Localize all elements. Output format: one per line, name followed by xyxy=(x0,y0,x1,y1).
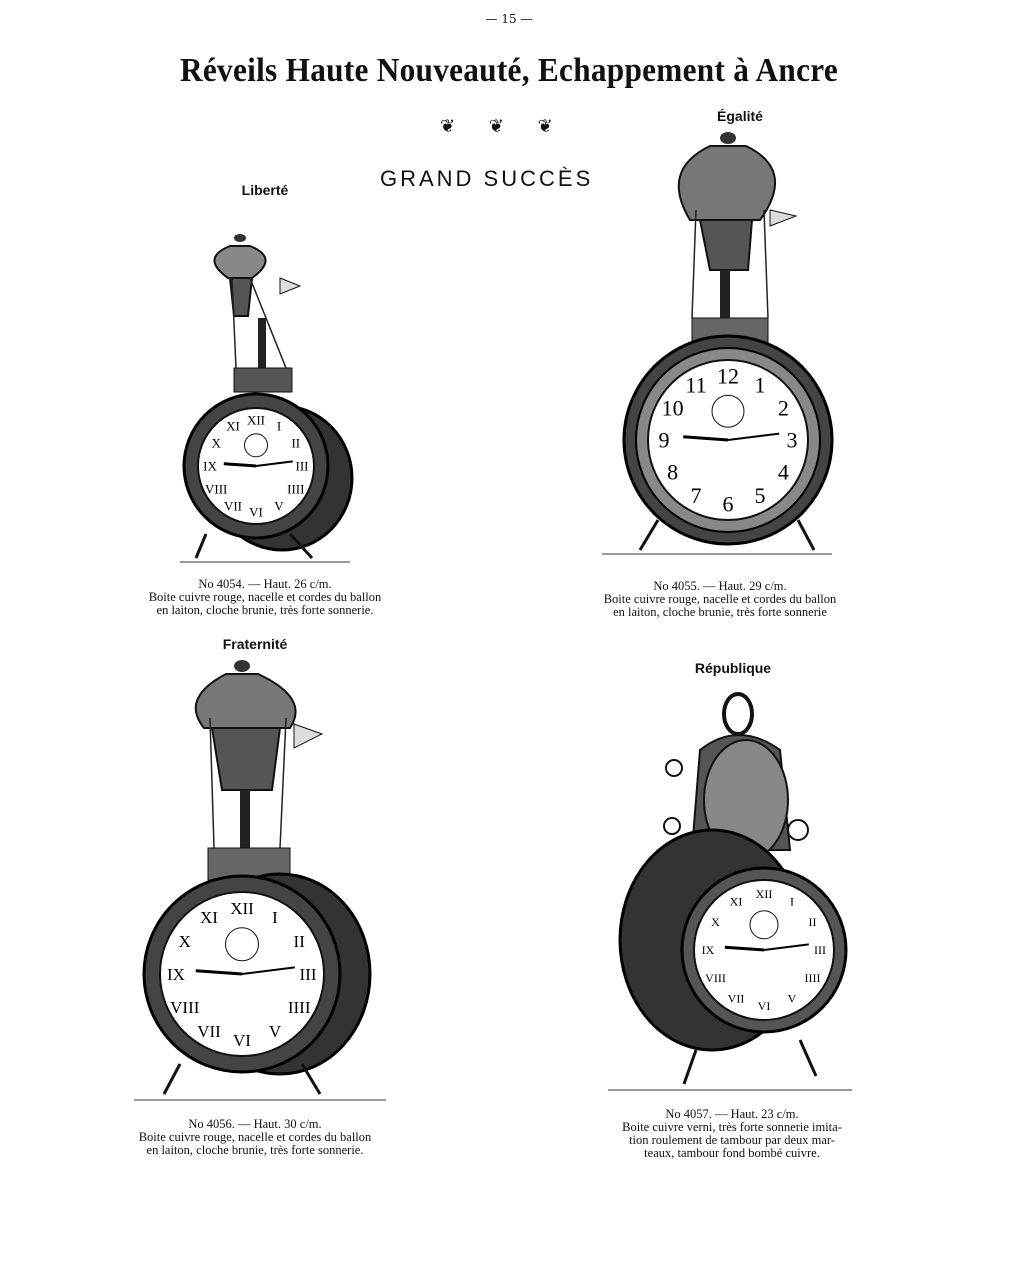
dial-numeral: VII xyxy=(223,498,243,514)
dial-numeral: 2 xyxy=(777,395,789,421)
ornament-divider: ❦ ❦ ❦ xyxy=(440,116,567,137)
bell-alarm-clock-icon xyxy=(600,690,860,1100)
dial-numeral: 6 xyxy=(722,491,734,517)
dial-numeral: XI xyxy=(200,907,218,927)
product-name-fraternite: Fraternité xyxy=(222,636,288,652)
product-description-line: en laiton, cloche brunie, très forte sonnerie. xyxy=(156,603,374,617)
page-title: Réveils Haute Nouveauté, Echappement à Ancre xyxy=(180,52,838,89)
dial-numeral: VIII xyxy=(170,997,200,1017)
dial-numeral: II xyxy=(291,435,301,451)
product-description-line: en laiton, cloche brunie, très forte sonnerie. xyxy=(146,1143,364,1157)
dial-numeral: XII xyxy=(755,887,773,902)
page-subtitle: GRAND SUCCÈS xyxy=(380,166,594,191)
product-number-4056: No 4056. — Haut. 30 c/m. xyxy=(188,1117,322,1131)
dial-numeral: VII xyxy=(197,1022,221,1042)
product-name-egalite: Égalité xyxy=(717,108,763,124)
dial-numeral: 5 xyxy=(754,483,766,509)
dial-numeral: 9 xyxy=(658,427,670,453)
dial-numeral: XII xyxy=(246,412,266,428)
dial-numeral: X xyxy=(211,435,221,451)
product-description-line: Boite cuivre rouge, nacelle et cordes du ballon xyxy=(603,592,837,606)
dial-numeral: III xyxy=(299,964,317,984)
dial-numeral: V xyxy=(274,498,284,514)
dial-numeral: X xyxy=(178,931,191,951)
dial-numeral: VI xyxy=(233,1030,251,1050)
dial-numeral: VIII xyxy=(705,971,726,986)
dial-numeral: VI xyxy=(757,999,771,1014)
dial-numeral: VIII xyxy=(205,481,228,497)
dial-numeral: IIII xyxy=(287,997,311,1017)
page-number: — 15 — xyxy=(485,12,533,26)
product-name-republique: République xyxy=(694,660,772,676)
product-number-4057: No 4057. — Haut. 23 c/m. xyxy=(665,1107,799,1121)
product-description-line: Boite cuivre rouge, nacelle et cordes du ballon xyxy=(148,590,382,604)
dial-numeral: 7 xyxy=(690,483,702,509)
dial-numeral: 12 xyxy=(717,363,739,389)
dial-numeral: VII xyxy=(727,991,745,1006)
dial-numeral: XI xyxy=(729,894,743,909)
product-description-line: Boite cuivre rouge, nacelle et cordes du ballon xyxy=(138,1130,372,1144)
dial-numeral: IX xyxy=(167,964,185,984)
product-description-line: en laiton, cloche brunie, très forte sonnerie xyxy=(613,605,827,619)
product-name-liberte: Liberté xyxy=(241,182,289,198)
dial-numeral: 11 xyxy=(685,372,707,398)
product-number-4055: No 4055. — Haut. 29 c/m. xyxy=(653,579,787,593)
dial-numeral: VI xyxy=(249,504,263,520)
dial-numeral: V xyxy=(787,991,797,1006)
dial-numeral: X xyxy=(711,915,720,930)
dial-numeral: XII xyxy=(230,898,254,918)
dial-numeral: III xyxy=(814,943,826,958)
balloon-alarm-clock-icon xyxy=(130,658,390,1108)
dial-numeral: V xyxy=(268,1022,282,1042)
product-description-line: teaux, tambour fond bombé cuivre. xyxy=(644,1146,820,1160)
dial-numeral: XI xyxy=(226,418,240,434)
dial-numeral: 10 xyxy=(661,395,684,421)
dial-numeral: IIII xyxy=(804,971,821,986)
product-description-line: tion roulement de tambour par deux mar- xyxy=(629,1133,835,1147)
dial-numeral: 3 xyxy=(786,427,798,453)
dial-numeral: IIII xyxy=(287,481,305,497)
dial-numeral: 8 xyxy=(667,459,679,485)
dial-numeral: 1 xyxy=(754,372,766,398)
balloon-alarm-clock-icon xyxy=(600,130,840,570)
dial-numeral: II xyxy=(293,931,305,951)
dial-numeral: IX xyxy=(203,458,217,474)
balloon-alarm-clock-icon xyxy=(170,228,370,578)
dial-numeral: III xyxy=(295,458,309,474)
dial-numeral: 4 xyxy=(777,459,789,485)
product-number-4054: No 4054. — Haut. 26 c/m. xyxy=(198,577,332,591)
dial-numeral: II xyxy=(808,915,817,930)
dial-numeral: I xyxy=(790,894,794,909)
dial-numeral: I xyxy=(276,418,282,434)
dial-numeral: IX xyxy=(701,943,715,958)
product-description-line: Boite cuivre verni, très forte sonnerie imita- xyxy=(622,1120,842,1134)
dial-numeral: I xyxy=(272,907,278,927)
